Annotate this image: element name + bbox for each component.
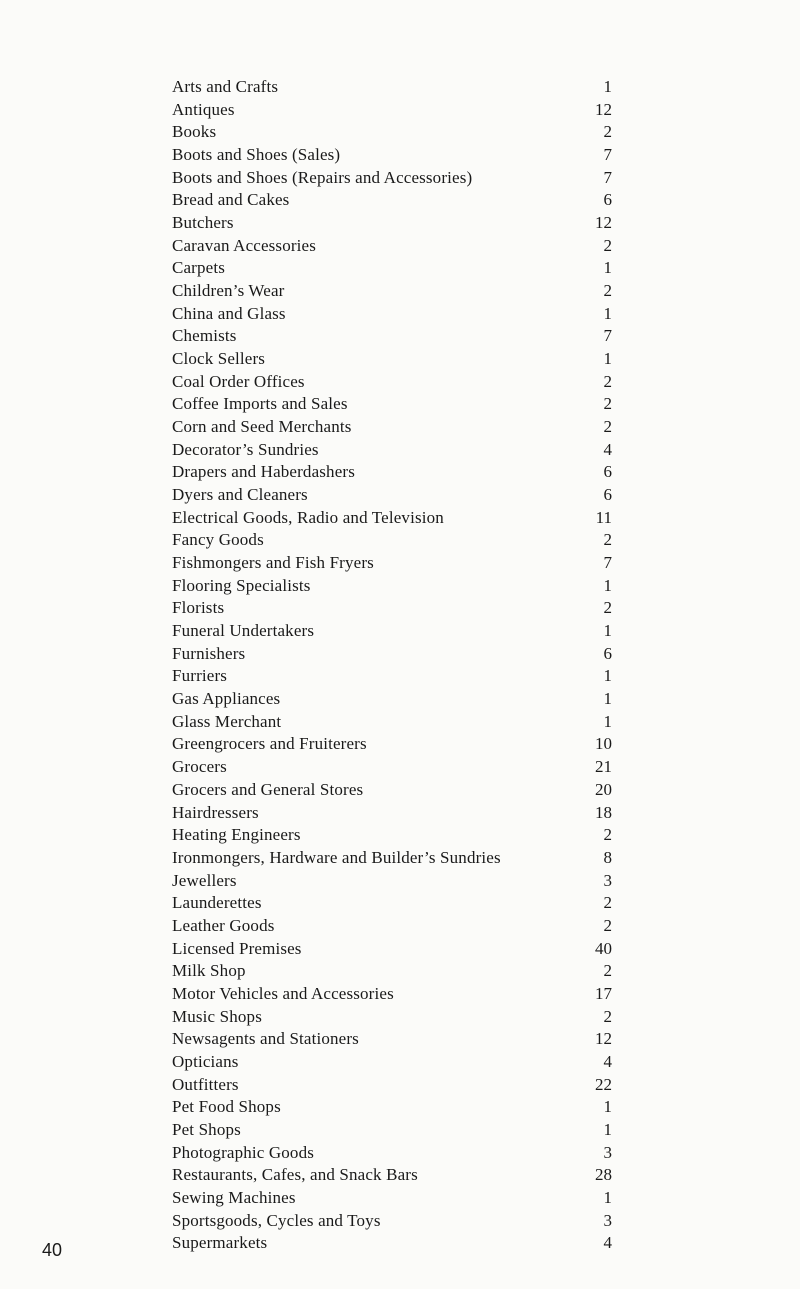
category-name: Arts and Crafts	[172, 77, 279, 96]
list-item	[172, 802, 612, 825]
category-name: Jewellers	[172, 870, 237, 890]
category-name: Outfitters	[172, 1074, 239, 1094]
category-count: 2	[603, 530, 612, 550]
category-name: Antiques	[172, 99, 235, 119]
category-count: 22	[595, 1074, 612, 1094]
category-count: 1	[603, 1187, 612, 1207]
category-name: Hairdressers	[172, 802, 259, 822]
list-item	[172, 484, 612, 507]
category-count: 6	[603, 643, 612, 663]
category-count: 6	[603, 485, 612, 505]
list-item	[172, 167, 612, 190]
category-name: Photographic Goods	[172, 1142, 314, 1162]
category-name: Sportsgoods, Cycles and Toys	[172, 1210, 381, 1230]
category-name: Funeral Undertakers	[172, 621, 315, 641]
list-item	[172, 824, 612, 847]
list-item	[172, 1119, 612, 1142]
list-item	[172, 847, 612, 870]
category-name: Clock Sellers	[172, 349, 266, 369]
list-item	[172, 1096, 612, 1119]
list-item	[172, 393, 612, 416]
list-item	[172, 1232, 612, 1255]
category-count: 2	[603, 371, 612, 391]
category-count: 7	[603, 145, 612, 165]
category-count: 11	[595, 507, 612, 527]
category-count: 12	[595, 99, 612, 119]
category-count: 2	[603, 281, 612, 301]
list-item	[172, 1142, 612, 1165]
list-item	[172, 280, 612, 303]
category-count: 17	[595, 983, 612, 1003]
category-name: Books	[172, 122, 217, 142]
list-item	[172, 711, 612, 734]
category-count: 1	[603, 689, 612, 709]
category-name: Children’s Wear	[172, 281, 285, 301]
list-item	[172, 416, 612, 439]
category-count: 10	[595, 734, 612, 754]
category-count: 1	[603, 77, 612, 96]
category-count: 2	[603, 417, 612, 437]
category-count: 21	[595, 757, 612, 777]
category-name: China and Glass	[172, 303, 286, 323]
category-count: 12	[595, 213, 612, 233]
category-name: Ironmongers, Hardware and Builder’s Sundries	[172, 847, 501, 867]
list-item	[172, 575, 612, 598]
category-name: Grocers and General Stores	[172, 779, 364, 799]
category-name: Furriers	[172, 666, 228, 686]
list-item	[172, 529, 612, 552]
list-item	[172, 915, 612, 938]
category-name: Launderettes	[172, 893, 262, 913]
category-name: Restaurants, Cafes, and Snack Bars	[172, 1165, 418, 1185]
category-count: 1	[603, 575, 612, 595]
category-name: Fishmongers and Fish Fryers	[172, 553, 374, 573]
category-name: Heating Engineers	[172, 825, 301, 845]
category-count: 7	[603, 167, 612, 187]
category-count: 7	[603, 553, 612, 573]
list-item	[172, 507, 612, 530]
category-name: Corn and Seed Merchants	[172, 417, 352, 437]
list-item	[172, 1074, 612, 1097]
category-name: Gas Appliances	[172, 689, 281, 709]
list-item	[172, 235, 612, 258]
list-item	[172, 325, 612, 348]
category-count: 2	[603, 961, 612, 981]
category-count: 2	[603, 1006, 612, 1026]
category-count: 3	[603, 1210, 612, 1230]
page-number: 40	[42, 1240, 63, 1260]
list-item	[172, 983, 612, 1006]
category-count: 4	[603, 1051, 612, 1071]
category-count: 4	[603, 439, 612, 459]
category-count: 3	[603, 1142, 612, 1162]
list-item	[172, 303, 612, 326]
category-name: Chemists	[172, 326, 237, 346]
list-item	[172, 1028, 612, 1051]
category-name: Sewing Machines	[172, 1187, 296, 1207]
list-item	[172, 756, 612, 779]
list-item	[172, 643, 612, 666]
category-count: 20	[595, 779, 612, 799]
category-name: Licensed Premises	[172, 938, 302, 958]
list-item	[172, 1051, 612, 1074]
category-name: Coal Order Offices	[172, 371, 305, 391]
list-item	[172, 892, 612, 915]
list-item	[172, 99, 612, 122]
category-count: 2	[603, 598, 612, 618]
category-name: Carpets	[172, 258, 225, 278]
list-item	[172, 960, 612, 983]
category-count: 28	[595, 1165, 612, 1185]
list-item	[172, 144, 612, 167]
category-count: 7	[603, 326, 612, 346]
category-name: Florists	[172, 598, 225, 618]
category-name: Boots and Shoes (Repairs and Accessories)	[172, 167, 473, 187]
list-item	[172, 620, 612, 643]
list-item	[172, 938, 612, 961]
list-item	[172, 552, 612, 575]
category-name: Music Shops	[172, 1006, 262, 1026]
category-count: 1	[603, 349, 612, 369]
category-count: 1	[603, 666, 612, 686]
category-name: Electrical Goods, Radio and Television	[172, 507, 444, 527]
category-name: Newsagents and Stationers	[172, 1029, 359, 1049]
category-count: 2	[603, 915, 612, 935]
list-item	[172, 348, 612, 371]
list-item	[172, 212, 612, 235]
list-item	[172, 1164, 612, 1187]
category-name: Opticians	[172, 1051, 239, 1071]
list-item	[172, 779, 612, 802]
category-name: Dyers and Cleaners	[172, 485, 308, 505]
category-count: 40	[595, 938, 612, 958]
list-item	[172, 870, 612, 893]
category-name: Glass Merchant	[172, 711, 282, 731]
category-name: Coffee Imports and Sales	[172, 394, 348, 414]
category-name: Pet Shops	[172, 1119, 241, 1139]
list-item	[172, 257, 612, 280]
category-count: 2	[603, 394, 612, 414]
list-item	[172, 1187, 612, 1210]
category-count: 1	[603, 711, 612, 731]
category-count: 1	[603, 621, 612, 641]
category-count: 1	[603, 1097, 612, 1117]
list-item	[172, 121, 612, 144]
category-name: Flooring Specialists	[172, 575, 311, 595]
category-name: Leather Goods	[172, 915, 275, 935]
category-name: Motor Vehicles and Accessories	[172, 983, 394, 1003]
list-item	[172, 461, 612, 484]
list-item	[172, 439, 612, 462]
category-name: Decorator’s Sundries	[172, 439, 319, 459]
category-count: 1	[603, 258, 612, 278]
category-name: Bread and Cakes	[172, 190, 290, 210]
category-count: 1	[603, 303, 612, 323]
category-count: 4	[603, 1233, 612, 1253]
category-count: 1	[603, 1119, 612, 1139]
category-name: Caravan Accessories	[172, 235, 316, 255]
category-count: 3	[603, 870, 612, 890]
category-count: 12	[595, 1029, 612, 1049]
list-item	[172, 1006, 612, 1029]
list-item	[172, 1210, 612, 1233]
category-count: 2	[603, 235, 612, 255]
category-count: 18	[595, 802, 612, 822]
shop-category-list	[172, 76, 612, 1255]
category-count: 6	[603, 190, 612, 210]
category-name: Supermarkets	[172, 1233, 268, 1253]
category-name: Drapers and Haberdashers	[172, 462, 355, 482]
list-item	[172, 688, 612, 711]
category-name: Furnishers	[172, 643, 246, 663]
category-name: Greengrocers and Fruiterers	[172, 734, 367, 754]
category-count: 2	[603, 122, 612, 142]
list-item	[172, 665, 612, 688]
category-count: 8	[603, 847, 612, 867]
category-name: Butchers	[172, 213, 234, 233]
category-name: Fancy Goods	[172, 530, 264, 550]
list-item	[172, 733, 612, 756]
category-name: Boots and Shoes (Sales)	[172, 145, 341, 165]
category-count: 6	[603, 462, 612, 482]
category-name: Milk Shop	[172, 961, 246, 981]
list-item	[172, 371, 612, 394]
list-item	[172, 76, 612, 99]
category-count: 2	[603, 825, 612, 845]
list-item	[172, 189, 612, 212]
category-name: Grocers	[172, 757, 227, 777]
category-count: 2	[603, 893, 612, 913]
category-name: Pet Food Shops	[172, 1097, 281, 1117]
list-item	[172, 597, 612, 620]
